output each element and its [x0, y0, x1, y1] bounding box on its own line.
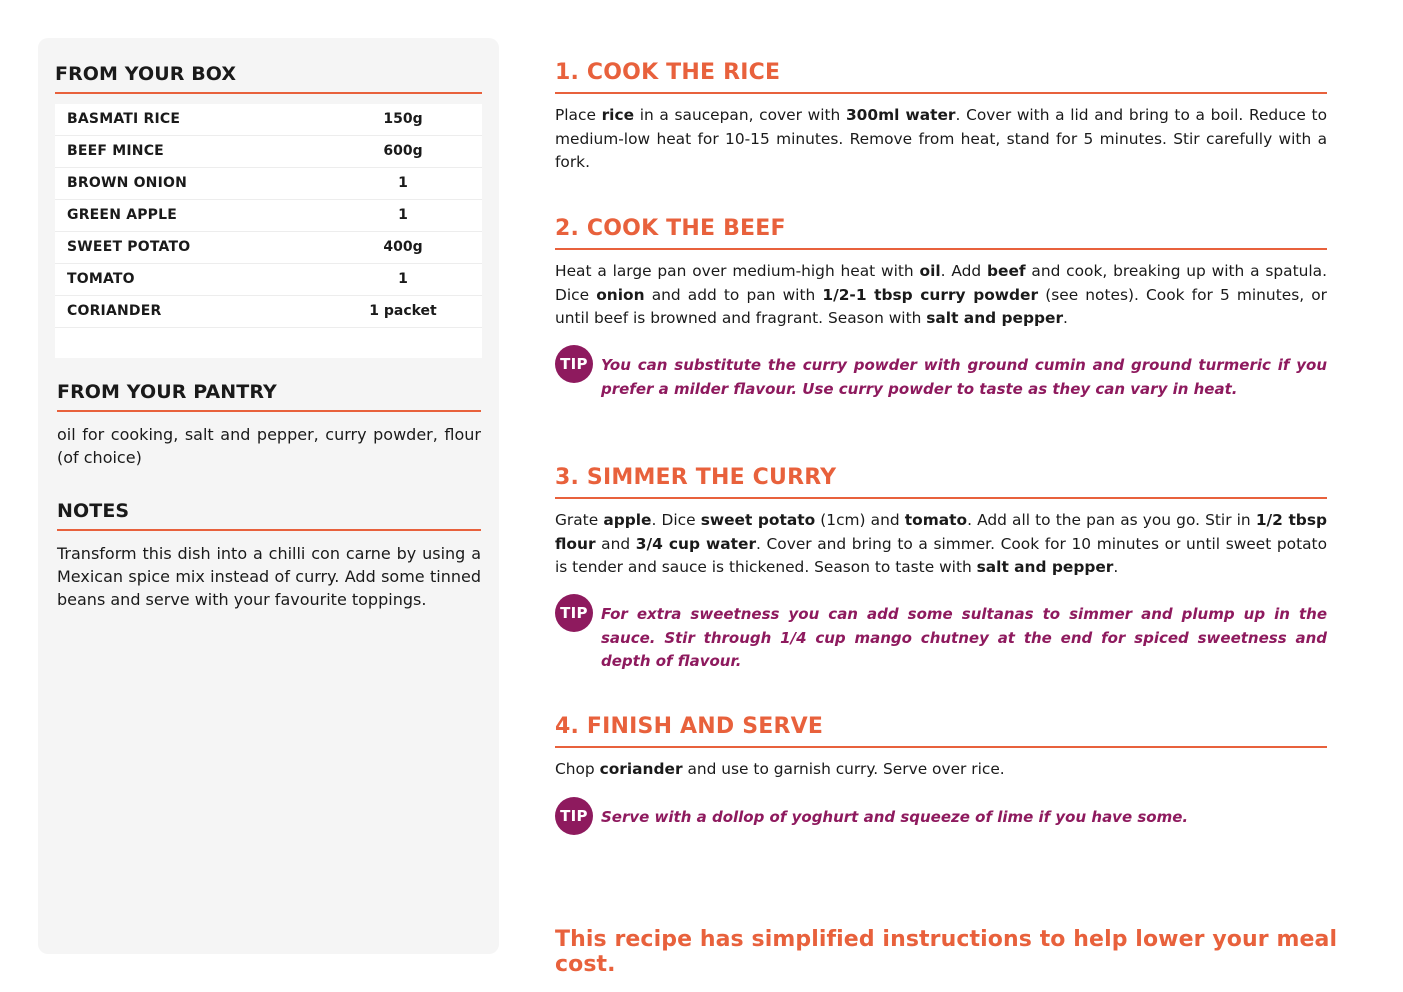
step-4-rule — [555, 746, 1327, 748]
bold-term: coriander — [599, 760, 683, 778]
tip-badge-icon: TIP — [555, 345, 593, 383]
ingredient-row — [55, 168, 482, 200]
bold-term: 3/4 cup water — [635, 534, 757, 553]
step-2-text: Heat a large pan over medium-high heat with oil. Add beef and cook, breaking up with a spatula. Dice onion and add to pan with 1/2-1 tbsp curry powder (see notes). Cook for 5 minutes, or until beef is browned and fragrant. Season with salt and pepper. — [555, 262, 1327, 327]
notes-title-rule — [57, 529, 481, 531]
footer-note: This recipe has simplified instructions to help lower your meal cost. — [555, 927, 1338, 977]
bold-term: beef — [986, 262, 1026, 280]
bold-term: onion — [596, 285, 645, 304]
ingredient-qty: 600g — [383, 143, 423, 159]
notes-title: NOTES — [57, 500, 130, 522]
step-1-rule — [555, 92, 1327, 94]
step-3-title: 3. SIMMER THE CURRY — [555, 465, 837, 490]
ingredient-name: GREEN APPLE — [67, 207, 178, 223]
step-3-rule — [555, 497, 1327, 499]
bold-term: oil — [919, 262, 941, 280]
step-4-text: Chop coriander and use to garnish curry. Serve over rice. — [555, 760, 1005, 778]
tip-badge-icon: TIP — [555, 797, 593, 835]
pantry-title-rule — [57, 410, 481, 412]
bold-term: rice — [601, 106, 635, 124]
tip-badge-icon: TIP — [555, 594, 593, 632]
ingredient-qty: 1 packet — [369, 303, 437, 319]
ingredient-row — [55, 264, 482, 296]
ingredient-name: CORIANDER — [67, 303, 162, 319]
ingredient-name: BROWN ONION — [67, 175, 188, 191]
notes-text: Transform this dish into a chilli con carne by using a Mexican spice mix instead of curry. Add some tinned beans and serve with your favourite toppings. — [57, 544, 481, 609]
ingredient-qty: 1 — [398, 207, 408, 223]
box-title: FROM YOUR BOX — [55, 63, 237, 85]
bold-term: 1/2 tbsp flour — [555, 511, 1327, 553]
ingredient-row — [55, 232, 482, 264]
step-4-tip: Serve with a dollop of yoghurt and squeeze of lime if you have some. — [601, 808, 1189, 826]
bold-term: salt and pepper — [976, 558, 1114, 576]
ingredient-qty: 1 — [398, 175, 408, 191]
step-2-rule — [555, 248, 1327, 250]
pantry-text: oil for cooking, salt and pepper, curry powder, flour (of choice) — [57, 425, 481, 467]
ingredient-qty: 150g — [383, 111, 423, 127]
ingredient-name: BEEF MINCE — [67, 143, 164, 159]
bold-term: 1/2-1 tbsp curry powder — [822, 285, 1039, 304]
bold-term: 300ml water — [845, 106, 956, 124]
box-title-rule — [55, 92, 482, 94]
ingredient-row — [55, 104, 482, 136]
bold-term: tomato — [904, 511, 968, 529]
pantry-title: FROM YOUR PANTRY — [57, 381, 277, 403]
bold-term: sweet potato — [700, 511, 816, 529]
ingredient-row — [55, 200, 482, 232]
ingredient-row — [55, 136, 482, 168]
ingredient-qty: 1 — [398, 271, 408, 287]
ingredient-name: BASMATI RICE — [67, 111, 181, 127]
step-2-title: 2. COOK THE BEEF — [555, 216, 786, 241]
ingredient-qty: 400g — [383, 239, 423, 255]
ingredient-name: SWEET POTATO — [67, 239, 191, 255]
ingredients-table — [55, 104, 482, 358]
ingredient-name: TOMATO — [67, 271, 135, 287]
step-3-text: Grate apple. Dice sweet potato (1cm) and tomato. Add all to the pan as you go. Stir in 1/2 tbsp flour and 3/4 cup water. Cover and bring to a simmer. Cook for 10 minutes or until sweet potato is tender and sauce is thickened. Season to taste with salt and pepper. — [555, 511, 1327, 576]
bold-term: apple — [603, 511, 652, 529]
step-1-title: 1. COOK THE RICE — [555, 60, 781, 85]
ingredient-row — [55, 296, 482, 328]
step-4-title: 4. FINISH AND SERVE — [555, 714, 824, 739]
step-2-tip: You can substitute the curry powder with ground cumin and ground turmeric if you prefer a milder flavour. Use curry powder to taste as they can vary in heat. — [601, 356, 1327, 398]
step-3-tip: For extra sweetness you can add some sultanas to simmer and plump up in the sauce. Stir through 1/4 cup mango chutney at the end for spiced sweetness and depth of flavour. — [601, 605, 1327, 670]
bold-term: salt and pepper — [926, 309, 1064, 327]
step-1-text: Place rice in a saucepan, cover with 300ml water. Cover with a lid and bring to a boil. Reduce to medium-low heat for 10-15 minutes. Remove from heat, stand for 5 minutes. Stir carefully with a fork. — [555, 106, 1328, 171]
